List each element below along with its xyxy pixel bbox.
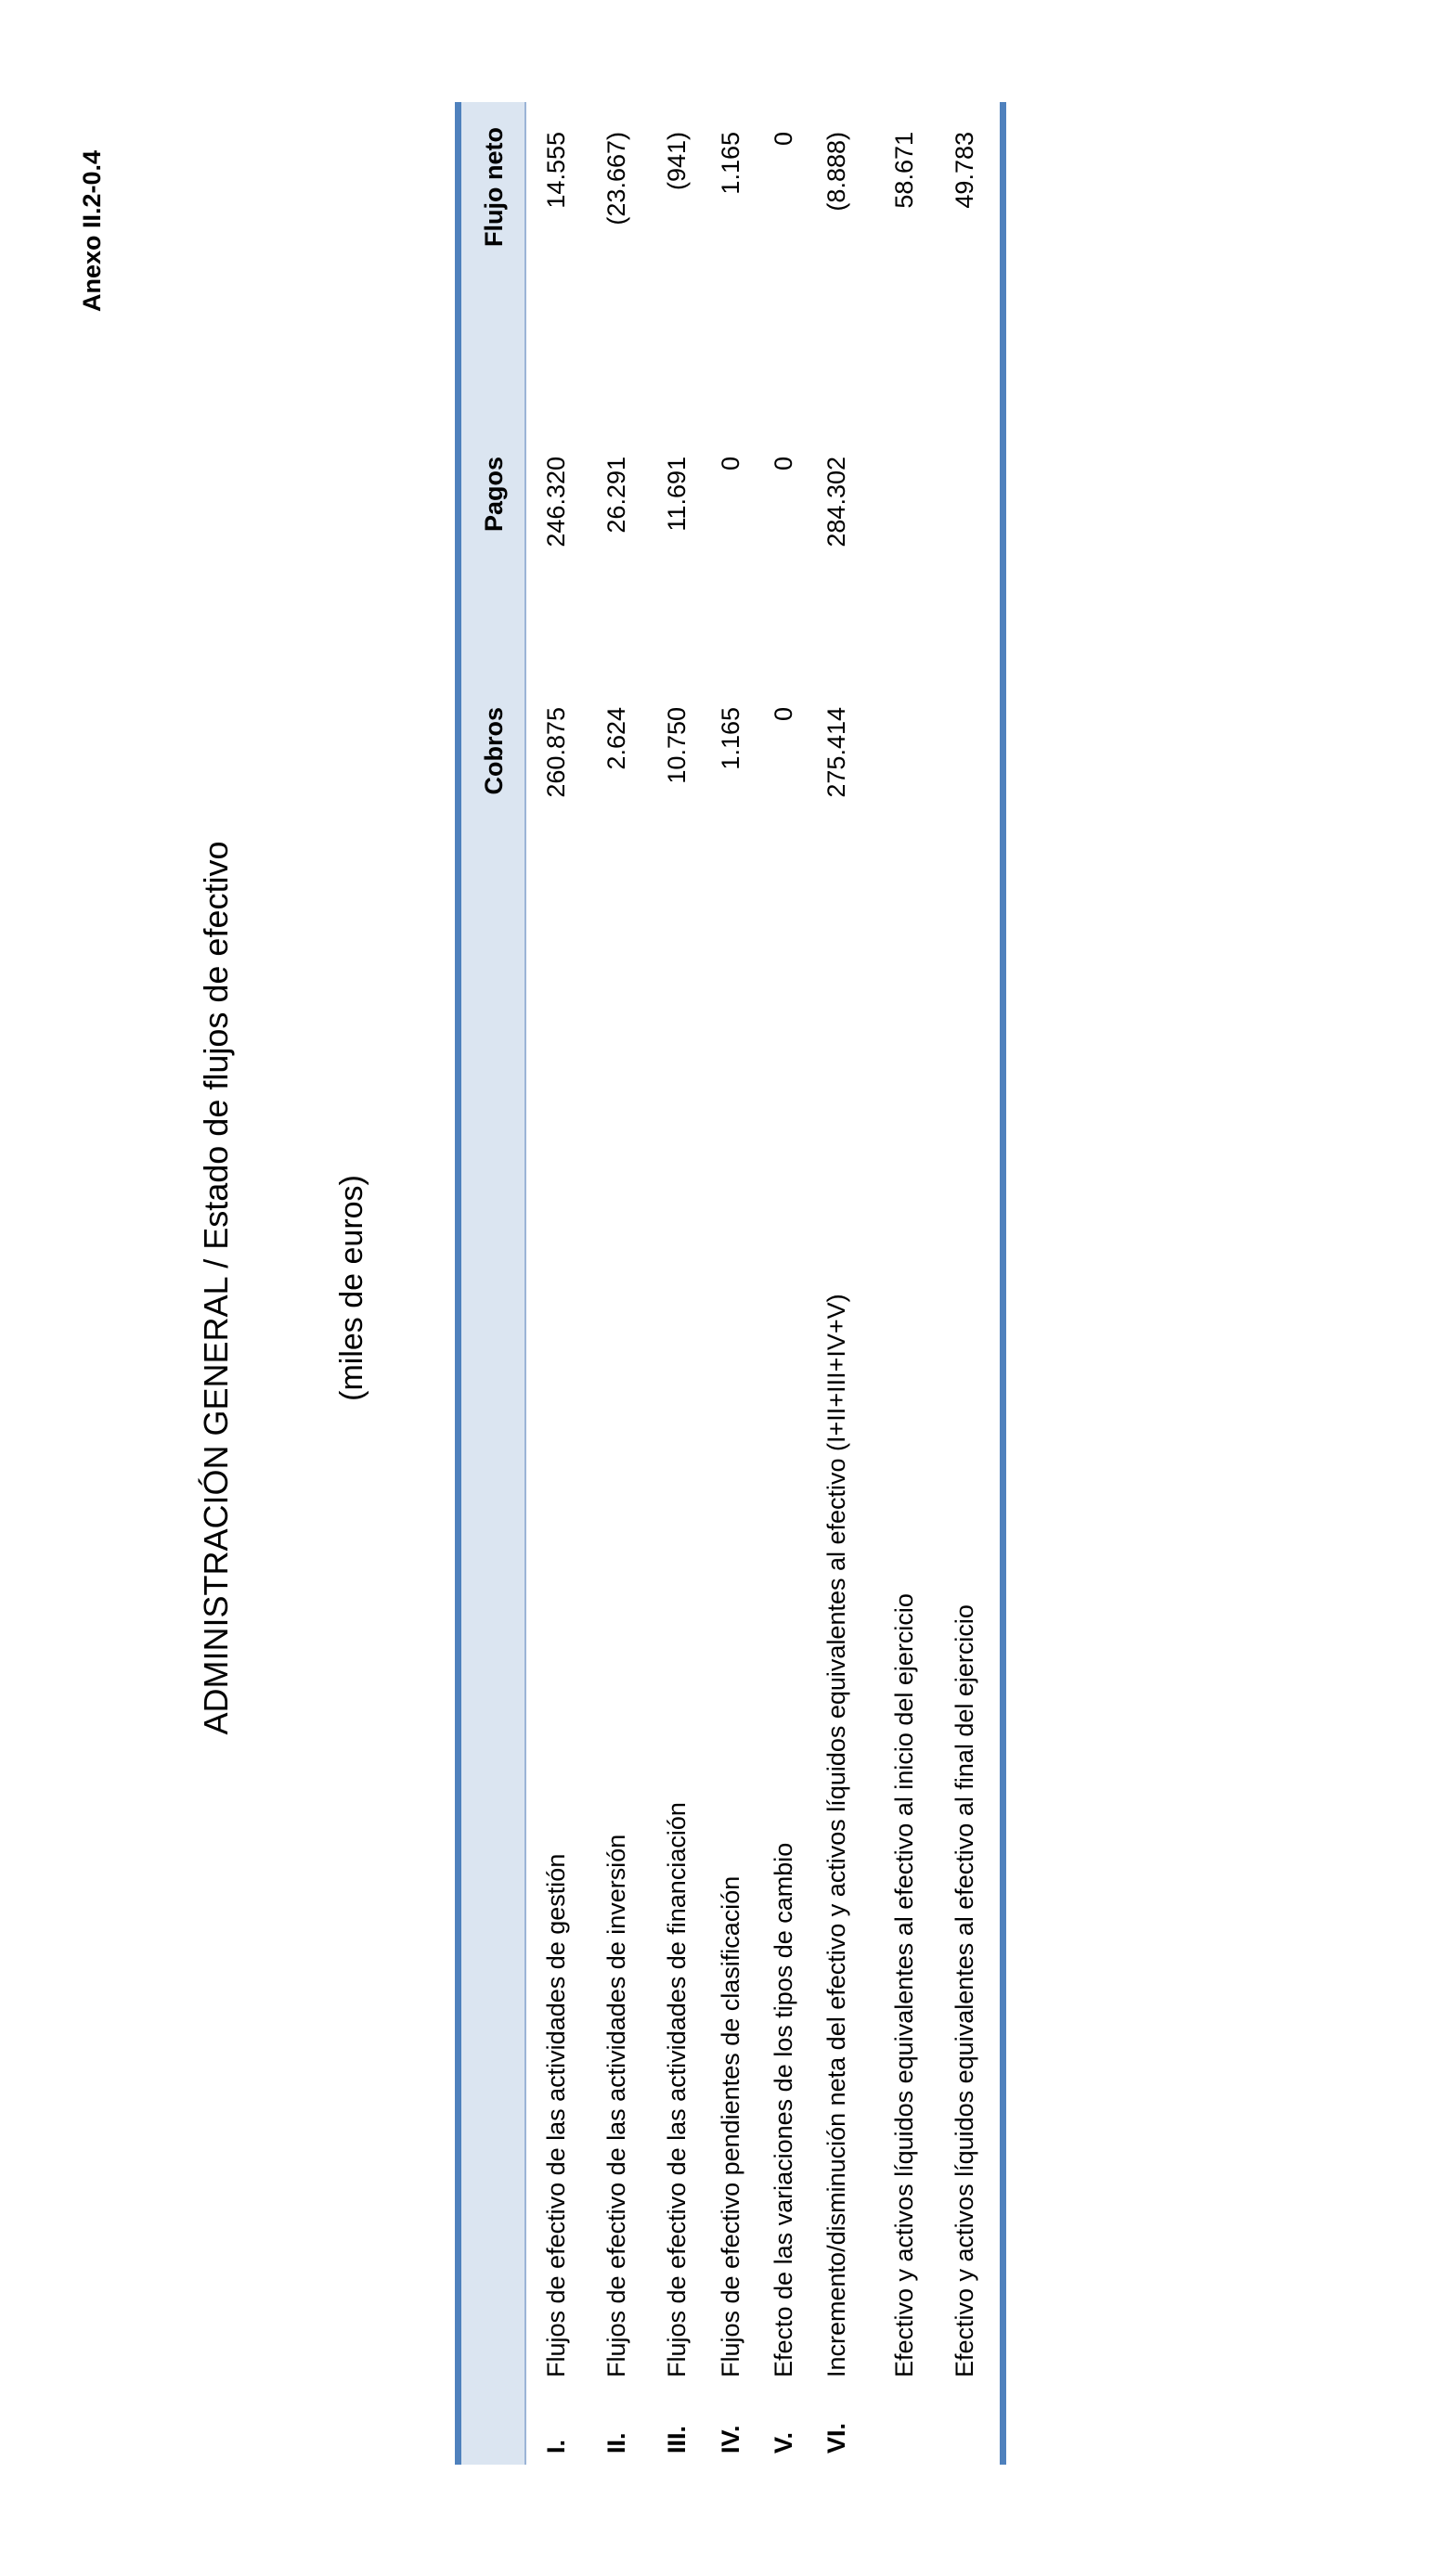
column-header-cobros: Cobros (480, 707, 508, 795)
pagos-value: 0 (717, 457, 744, 471)
column-header-flujo-neto: Flujo neto (480, 127, 508, 247)
page-title: ADMINISTRACIÓN GENERAL / Estado de flujos de efectivo (197, 841, 235, 1735)
row-number: VI. (822, 2422, 850, 2454)
column-header-pagos: Pagos (480, 457, 508, 533)
table-top-rule (455, 102, 461, 2465)
table-header (461, 102, 526, 2465)
table-row (877, 102, 933, 2465)
row-label: Flujos de efectivo pendientes de clasificación (717, 1875, 744, 2377)
annex-label: Anexo II.2-0.4 (78, 149, 106, 312)
flujo-neto-value: 1.165 (717, 132, 744, 195)
row-label: Flujos de efectivo de las actividades de gestión (542, 1853, 570, 2377)
table-row (589, 102, 645, 2465)
row-number: IV. (717, 2425, 744, 2454)
cobros-value: 2.624 (602, 707, 630, 770)
table-row (529, 102, 585, 2465)
cash-flow-table (455, 102, 1006, 2465)
row-label: Flujos de efectivo de las actividades de financiación (663, 1802, 691, 2377)
cobros-value: 0 (770, 707, 797, 722)
table-bottom-rule (1000, 102, 1006, 2465)
row-label: Flujos de efectivo de las actividades de inversión (602, 1834, 630, 2377)
row-number: V. (770, 2431, 797, 2454)
flujo-neto-value: (941) (663, 132, 691, 191)
pagos-value: 0 (770, 457, 797, 471)
flujo-neto-value: (23.667) (602, 132, 630, 225)
table-row (809, 102, 865, 2465)
row-label: Efecto de las variaciones de los tipos de cambio (770, 1842, 797, 2377)
flujo-neto-value: 0 (770, 132, 797, 147)
cobros-value: 10.750 (663, 707, 691, 784)
pagos-value: 11.691 (663, 457, 691, 532)
pagos-value: 26.291 (602, 457, 630, 534)
table-row (650, 102, 705, 2465)
table-row (704, 102, 759, 2465)
cobros-value: 260.875 (542, 707, 570, 798)
pagos-value: 284.302 (822, 457, 850, 547)
cobros-value: 275.414 (822, 707, 850, 798)
flujo-neto-value: 14.555 (542, 132, 570, 209)
page-subtitle: (miles de euros) (334, 1175, 369, 1401)
row-label: Incremento/disminución neta del efectivo y activos líquidos equivalentes al efectivo (I+II+III+IV+V) (822, 1294, 850, 2377)
row-number: III. (663, 2425, 691, 2454)
table-row (938, 102, 993, 2465)
flujo-neto-value: 49.783 (951, 132, 978, 209)
pagos-value: 246.320 (542, 457, 570, 547)
row-number: I. (542, 2439, 570, 2454)
row-label: Efectivo y activos líquidos equivalentes al efectivo al final del ejercicio (951, 1604, 978, 2377)
table-row (757, 102, 812, 2465)
flujo-neto-value: 58.671 (890, 132, 918, 209)
cobros-value: 1.165 (717, 707, 744, 770)
flujo-neto-value: (8.888) (822, 132, 850, 212)
row-number: II. (602, 2432, 630, 2454)
row-label: Efectivo y activos líquidos equivalentes al efectivo al inicio del ejercicio (890, 1593, 918, 2377)
